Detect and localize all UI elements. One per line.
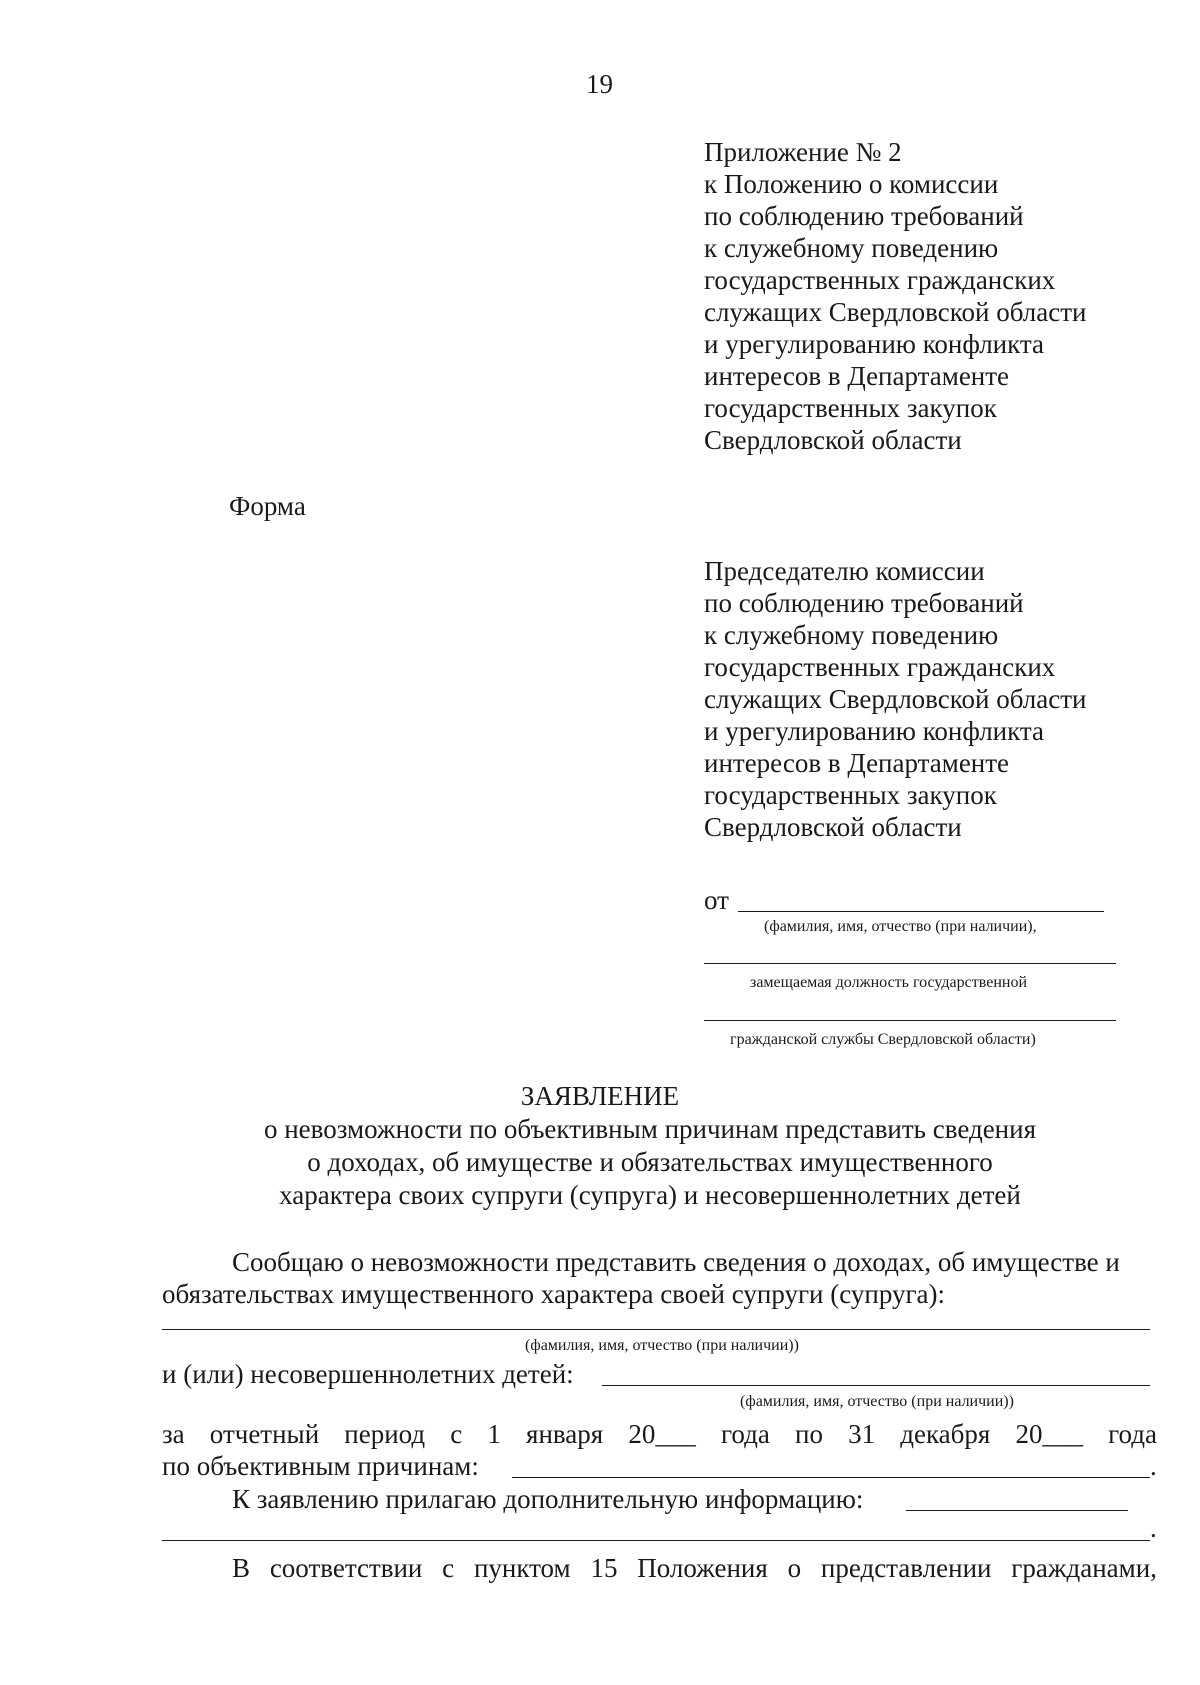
children-label: и (или) несовершеннолетних детей: bbox=[162, 1359, 574, 1389]
period-word: по bbox=[795, 1419, 823, 1449]
position-caption: замещаемая должность государственной bbox=[750, 974, 1027, 991]
period-word: период bbox=[344, 1419, 426, 1449]
attach-period: . bbox=[1150, 1513, 1157, 1543]
appendix-line: государственных закупок bbox=[704, 393, 997, 423]
year-start-field[interactable]: 20___ bbox=[628, 1419, 696, 1449]
appendix-line: Свердловской области bbox=[704, 425, 962, 455]
attach-label: К заявлению прилагаю дополнительную информацию: bbox=[232, 1484, 864, 1514]
children-name-caption: (фамилия, имя, отчество (при наличии)) bbox=[740, 1393, 1014, 1410]
addressee-block bbox=[704, 555, 1086, 843]
last-line bbox=[232, 1552, 1157, 1584]
period-word: за bbox=[162, 1419, 185, 1449]
appendix-line: государственных гражданских bbox=[704, 265, 1056, 295]
last-word: 15 bbox=[590, 1553, 618, 1583]
reasons-label: по объективным причинам: bbox=[162, 1451, 479, 1481]
spouse-name-caption: (фамилия, имя, отчество (при наличии)) bbox=[525, 1337, 799, 1354]
period-word: года bbox=[1108, 1419, 1157, 1449]
from-name-caption: (фамилия, имя, отчество (при наличии), bbox=[764, 918, 1037, 935]
last-word: о bbox=[787, 1553, 802, 1583]
addressee-line: и урегулированию конфликта bbox=[704, 716, 1045, 746]
last-word: пунктом bbox=[473, 1553, 571, 1583]
period-word: 1 bbox=[487, 1419, 501, 1449]
period-line bbox=[162, 1418, 1157, 1450]
appendix-line: к Положению о комиссии bbox=[704, 169, 999, 199]
last-word: представлении bbox=[820, 1553, 992, 1583]
last-word: Положения bbox=[637, 1553, 768, 1583]
from-label: от bbox=[704, 885, 729, 915]
form-label: Форма bbox=[229, 491, 306, 521]
body-line: Сообщаю о невозможности представить сведения о доходах, об имуществе и bbox=[232, 1247, 1120, 1277]
period-word: декабря bbox=[900, 1419, 991, 1449]
last-word: с bbox=[442, 1553, 455, 1583]
from-name-field-line[interactable] bbox=[738, 911, 1104, 912]
reasons-field-line[interactable] bbox=[512, 1477, 1150, 1478]
appendix-line: служащих Свердловской области bbox=[704, 297, 1087, 327]
period-word: 31 bbox=[848, 1419, 876, 1449]
last-word: В bbox=[232, 1553, 251, 1583]
attach-field-line-2[interactable] bbox=[162, 1540, 1150, 1541]
subtitle-line: о доходах, об имуществе и обязательствах имущественного bbox=[307, 1147, 993, 1177]
period-word: с bbox=[450, 1419, 463, 1449]
period-word: отчетный bbox=[209, 1419, 320, 1449]
appendix-block bbox=[704, 136, 1086, 456]
addressee-line: Председателю комиссии bbox=[704, 556, 985, 586]
page-number: 19 bbox=[586, 69, 613, 99]
appendix-line: интересов в Департаменте bbox=[704, 361, 1010, 391]
addressee-line: государственных закупок bbox=[704, 780, 997, 810]
addressee-line: государственных гражданских bbox=[704, 652, 1056, 682]
addressee-line: к служебному поведению bbox=[704, 620, 999, 650]
last-word: соответствии bbox=[269, 1553, 423, 1583]
appendix-line: по соблюдению требований bbox=[704, 201, 1024, 231]
attach-field-line[interactable] bbox=[906, 1510, 1128, 1511]
year-end-field[interactable]: 20___ bbox=[1015, 1419, 1083, 1449]
addressee-line: служащих Свердловской области bbox=[704, 684, 1087, 714]
position-field-line[interactable] bbox=[704, 963, 1116, 964]
reasons-period: . bbox=[1150, 1451, 1157, 1481]
body-line: обязательствах имущественного характера своей супруги (супруга): bbox=[162, 1279, 946, 1309]
addressee-line: интересов в Департаменте bbox=[704, 748, 1010, 778]
children-name-field-line[interactable] bbox=[602, 1385, 1150, 1386]
addressee-line: Свердловской области bbox=[704, 812, 962, 842]
appendix-line: Приложение № 2 bbox=[704, 137, 902, 167]
addressee-line: по соблюдению требований bbox=[704, 588, 1024, 618]
appendix-line: и урегулированию конфликта bbox=[704, 329, 1045, 359]
subtitle-line: о невозможности по объективным причинам представить сведения bbox=[263, 1114, 1036, 1144]
appendix-line: к служебному поведению bbox=[704, 233, 999, 263]
subtitle-line: характера своих супруги (супруга) и несовершеннолетних детей bbox=[279, 1180, 1021, 1210]
period-word: января bbox=[526, 1419, 604, 1449]
last-word: гражданами, bbox=[1011, 1553, 1157, 1583]
period-word: года bbox=[721, 1419, 770, 1449]
service-field-line[interactable] bbox=[704, 1020, 1116, 1021]
document-title: ЗАЯВЛЕНИЕ bbox=[520, 1081, 680, 1111]
service-caption: гражданской службы Свердловской области) bbox=[730, 1031, 1036, 1048]
spouse-name-field-line[interactable] bbox=[162, 1329, 1150, 1330]
